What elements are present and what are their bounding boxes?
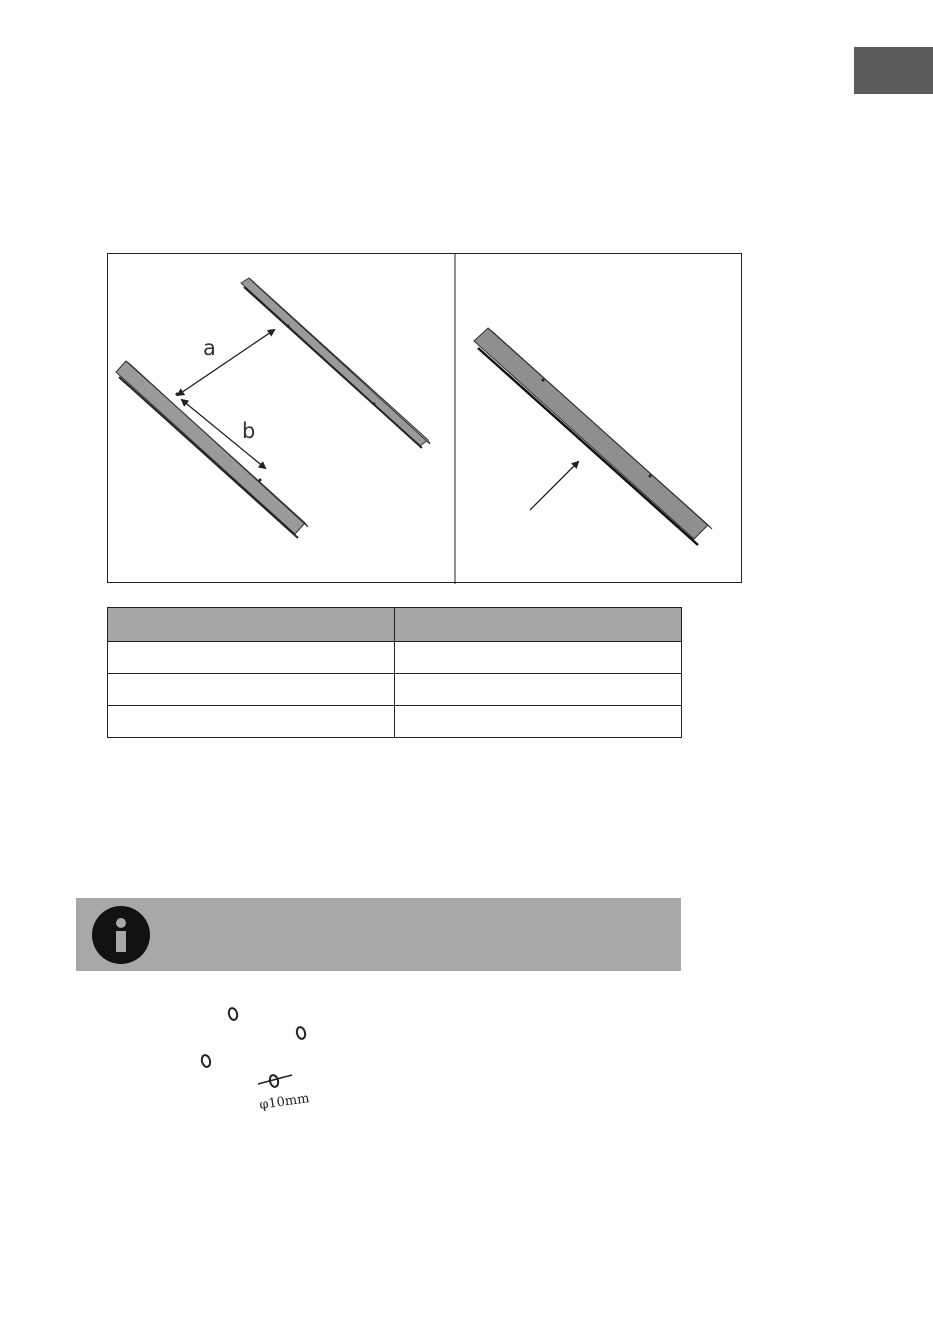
table-header-cell (395, 608, 682, 642)
rail-figure (107, 253, 742, 583)
table-header-cell (108, 608, 395, 642)
rail-pointer-arrow (530, 462, 578, 510)
info-note-bar (76, 898, 681, 971)
dimension-b-label: b (242, 419, 256, 443)
hole-pattern-diagram (190, 1000, 330, 1120)
table-cell (108, 706, 395, 738)
spec-table (107, 607, 682, 738)
info-icon (92, 906, 150, 964)
hole-marker (296, 1026, 307, 1040)
info-note-text (166, 898, 671, 971)
table-header-row (108, 608, 682, 642)
lower-rail (116, 361, 308, 538)
language-tab (854, 47, 933, 94)
hole-marker (201, 1054, 212, 1068)
hole-diameter-label: φ10mm (258, 1091, 311, 1113)
hole-marker (228, 1007, 239, 1021)
single-rail (474, 328, 712, 545)
table-row (108, 674, 682, 706)
dimension-a-arrow (178, 330, 274, 395)
table-row (108, 706, 682, 738)
dimension-a-label: a (203, 336, 216, 360)
rail-illustration (108, 254, 743, 584)
upper-rail (241, 278, 430, 448)
table-cell (395, 642, 682, 674)
table-cell (108, 674, 395, 706)
table-cell (108, 642, 395, 674)
table-cell (395, 674, 682, 706)
table-row (108, 642, 682, 674)
table-cell (395, 706, 682, 738)
